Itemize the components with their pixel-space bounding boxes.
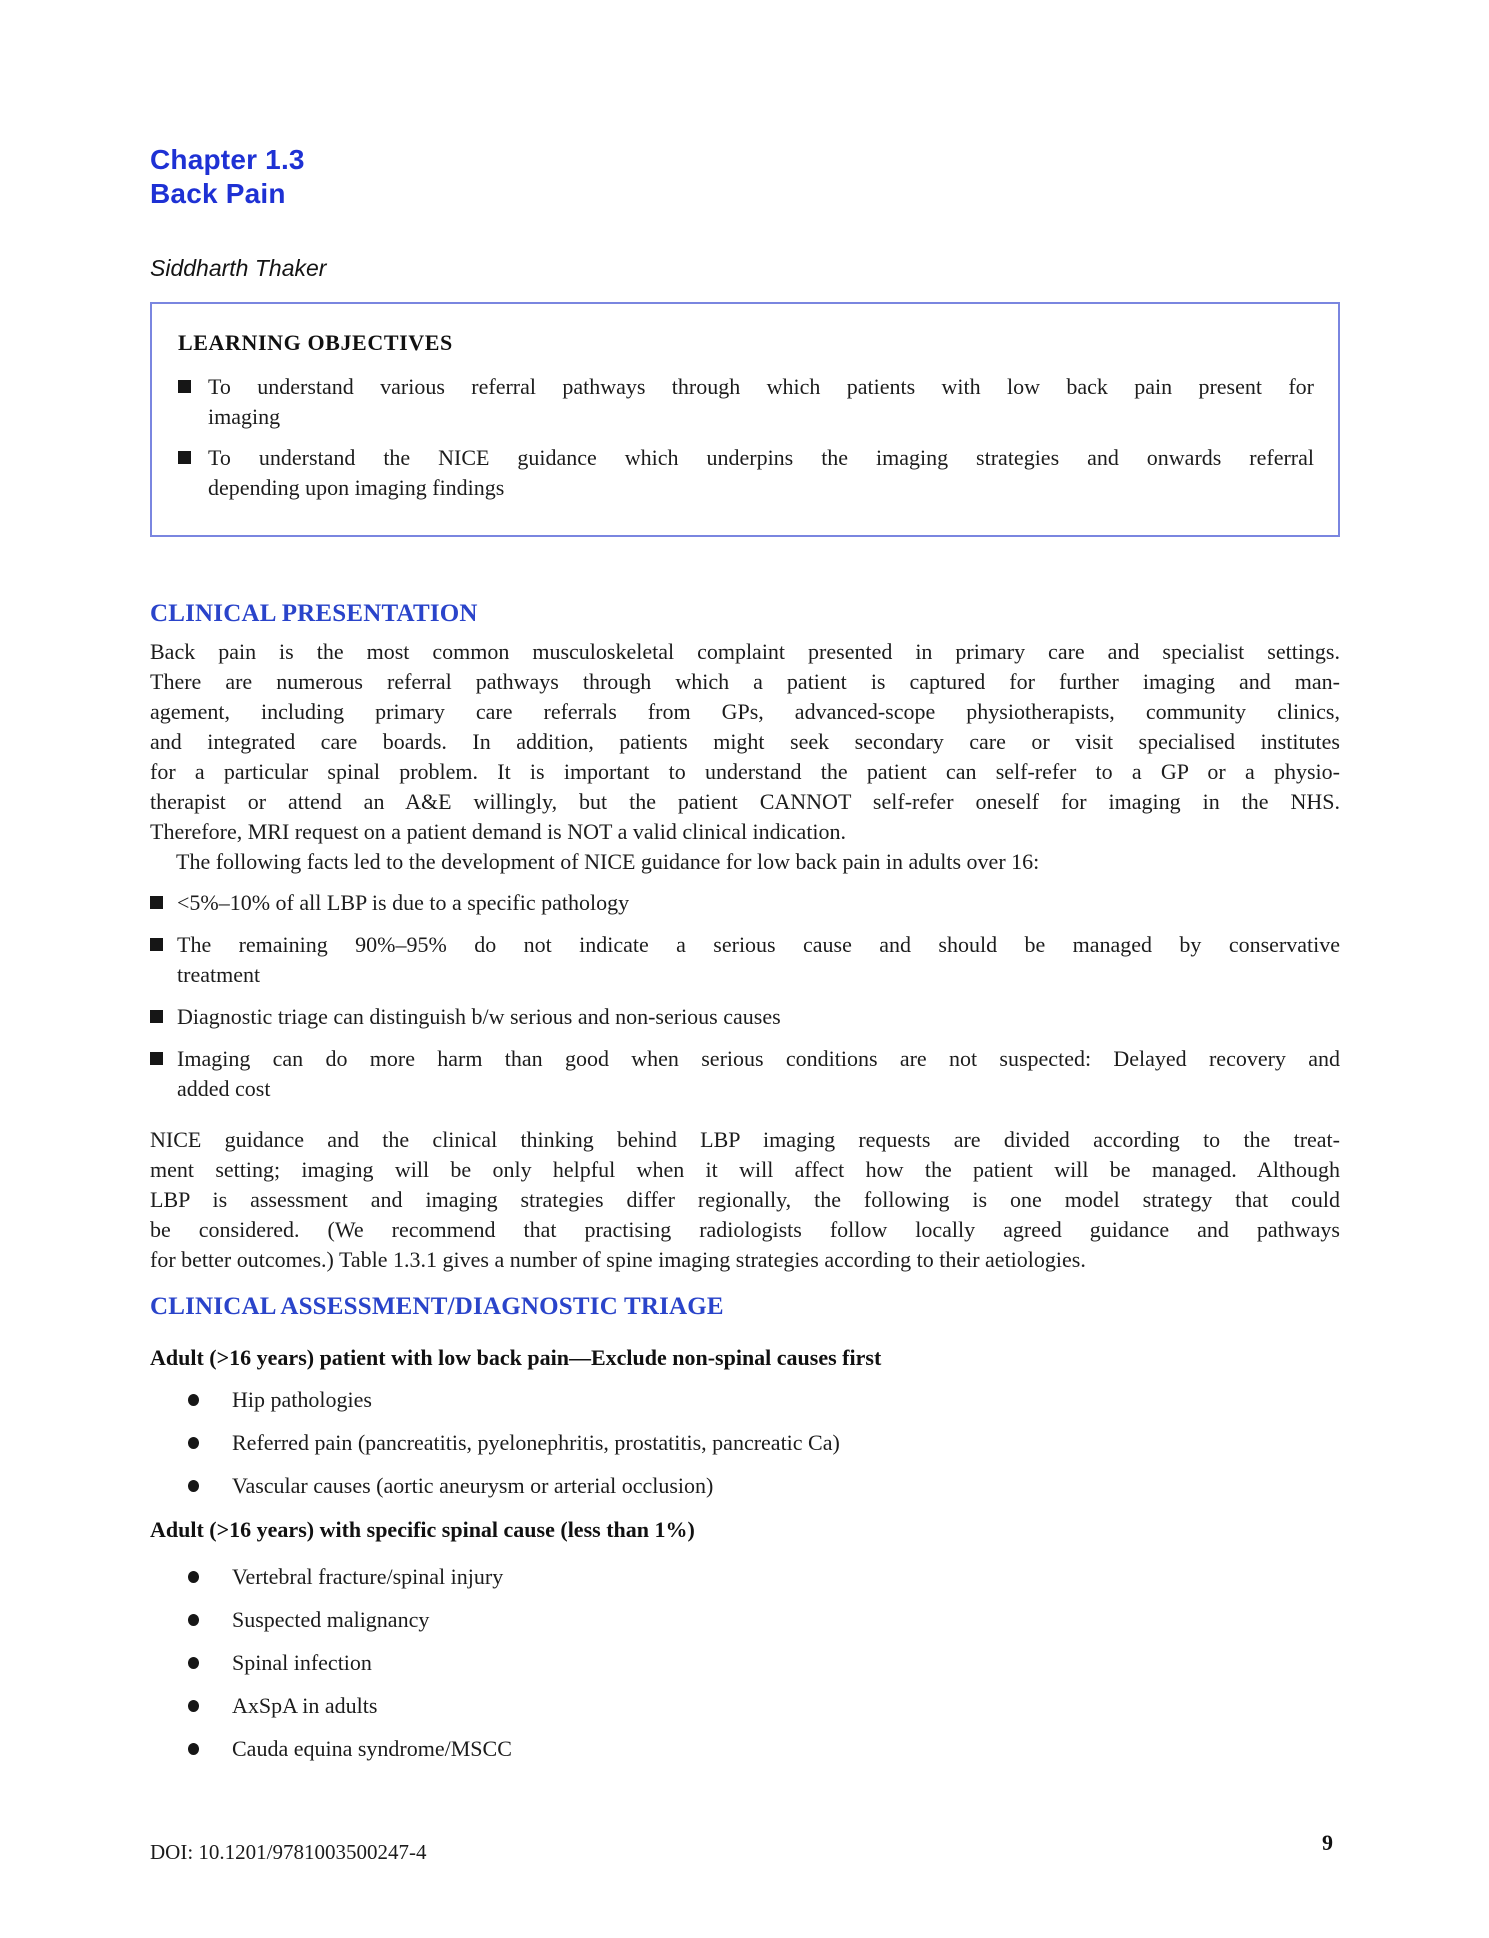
chapter-label: Chapter 1.3 bbox=[150, 144, 305, 175]
list-item bbox=[150, 1002, 1340, 1032]
list-item-text: Referred pain (pancreatitis, pyelonephritis, prostatitis, pancreatic Ca) bbox=[232, 1430, 840, 1455]
list-item bbox=[150, 930, 1340, 990]
paragraph-line: be considered. (We recommend that practising radiologists follow locally agreed guidance and pathways bbox=[150, 1217, 1340, 1242]
list-item bbox=[150, 1044, 1340, 1104]
paragraph-line: and integrated care boards. In addition, patients might seek secondary care or visit specialised institutes bbox=[150, 729, 1340, 754]
list-item-line: Imaging can do more harm than good when serious conditions are not suspected: Delayed recovery and bbox=[177, 1046, 1340, 1071]
round-bullet-icon bbox=[188, 1700, 199, 1712]
subheading-spinal-cause: Adult (>16 years) with specific spinal cause (less than 1%) bbox=[150, 1517, 695, 1542]
list-item-line: added cost bbox=[177, 1076, 271, 1101]
paragraph-line: Therefore, MRI request on a patient demand is NOT a valid clinical indication. bbox=[150, 819, 847, 844]
list-item bbox=[150, 1428, 1340, 1458]
round-bullet-icon bbox=[188, 1394, 199, 1406]
list-item bbox=[150, 888, 1340, 918]
learning-objectives-box bbox=[150, 302, 1340, 537]
square-bullet-icon bbox=[150, 1010, 163, 1023]
list-item bbox=[150, 1471, 1340, 1501]
paragraph-line: ment setting; imaging will be only helpful when it will affect how the patient will be managed. Although bbox=[150, 1157, 1340, 1182]
list-item bbox=[150, 1734, 1340, 1764]
list-item-line: Diagnostic triage can distinguish b/w serious and non-serious causes bbox=[177, 1004, 781, 1029]
paragraph bbox=[150, 637, 1340, 877]
round-bullet-icon bbox=[188, 1743, 199, 1755]
list-item bbox=[150, 1605, 1340, 1635]
paragraph-line: NICE guidance and the clinical thinking behind LBP imaging requests are divided according to the treat- bbox=[150, 1127, 1340, 1152]
paragraph-line: The following facts led to the development of NICE guidance for low back pain in adults over 16: bbox=[176, 849, 1040, 874]
paragraph-line: therapist or attend an A&E willingly, but the patient CANNOT self-refer oneself for imaging in the NHS. bbox=[150, 789, 1340, 814]
square-bullet-icon bbox=[178, 451, 191, 464]
objective-line: To understand the NICE guidance which underpins the imaging strategies and onwards referral bbox=[208, 445, 1314, 470]
square-bullet-icon bbox=[178, 380, 191, 393]
list-item bbox=[150, 1691, 1340, 1721]
list-item-text: Suspected malignancy bbox=[232, 1607, 430, 1632]
objective-item bbox=[178, 443, 1314, 503]
subheading-nonspinal: Adult (>16 years) patient with low back pain—Exclude non-spinal causes first bbox=[150, 1345, 882, 1370]
list-item bbox=[150, 1385, 1340, 1415]
objective-line: To understand various referral pathways through which patients with low back pain present for bbox=[208, 374, 1314, 399]
round-bullet-icon bbox=[188, 1437, 199, 1449]
list-item-text: Vertebral fracture/spinal injury bbox=[232, 1564, 504, 1589]
facts-bullet-list bbox=[150, 888, 1340, 1104]
paragraph-line: for better outcomes.) Table 1.3.1 gives a number of spine imaging strategies according to their aetiologies. bbox=[150, 1247, 1086, 1272]
paragraph-line: for a particular spinal problem. It is important to understand the patient can self-refer to a GP or a physio- bbox=[150, 759, 1340, 784]
list-item-text: Vascular causes (aortic aneurysm or arterial occlusion) bbox=[232, 1473, 714, 1498]
paragraph-line: Back pain is the most common musculoskeletal complaint presented in primary care and specialist settings. bbox=[150, 639, 1340, 664]
objective-line: depending upon imaging findings bbox=[208, 475, 505, 500]
list-item-text: AxSpA in adults bbox=[232, 1693, 378, 1718]
author-name: Siddharth Thaker bbox=[150, 255, 327, 281]
square-bullet-icon bbox=[150, 1052, 163, 1065]
section-heading-clinical-presentation: CLINICAL PRESENTATION bbox=[150, 600, 478, 627]
objective-item bbox=[178, 372, 1314, 432]
list-item bbox=[150, 1562, 1340, 1592]
square-bullet-icon bbox=[150, 938, 163, 951]
objective-line: imaging bbox=[208, 404, 281, 429]
square-bullet-icon bbox=[150, 896, 163, 909]
paragraph-line: LBP is assessment and imaging strategies differ regionally, the following is one model strategy that could bbox=[150, 1187, 1340, 1212]
round-bullet-icon bbox=[188, 1571, 199, 1583]
objective-text bbox=[208, 372, 1314, 432]
paragraph bbox=[150, 1125, 1340, 1275]
list-item-line: The remaining 90%–95% do not indicate a serious cause and should be managed by conservative bbox=[177, 932, 1340, 957]
nonspinal-causes-list bbox=[150, 1385, 1340, 1501]
spinal-causes-list bbox=[150, 1562, 1340, 1764]
section-heading-clinical-assessment: CLINICAL ASSESSMENT/DIAGNOSTIC TRIAGE bbox=[150, 1293, 724, 1320]
list-item-text: Hip pathologies bbox=[232, 1387, 372, 1412]
round-bullet-icon bbox=[188, 1480, 199, 1492]
list-item-text: Spinal infection bbox=[232, 1650, 372, 1675]
list-item-line: treatment bbox=[177, 962, 261, 987]
page-number: 9 bbox=[1322, 1830, 1333, 1855]
paragraph-line: There are numerous referral pathways through which a patient is captured for further imaging and man- bbox=[150, 669, 1340, 694]
list-item bbox=[150, 1648, 1340, 1678]
chapter-title: Back Pain bbox=[150, 178, 286, 209]
round-bullet-icon bbox=[188, 1614, 199, 1626]
list-item-line: <5%–10% of all LBP is due to a specific pathology bbox=[177, 890, 630, 915]
paragraph-line: agement, including primary care referrals from GPs, advanced-scope physiotherapists, community clinics, bbox=[150, 699, 1340, 724]
objective-text bbox=[208, 443, 1314, 503]
round-bullet-icon bbox=[188, 1657, 199, 1669]
list-item-text: Cauda equina syndrome/MSCC bbox=[232, 1736, 512, 1761]
chapter-heading bbox=[150, 143, 1340, 211]
doi-text: DOI: 10.1201/9781003500247-4 bbox=[150, 1840, 427, 1864]
learning-objectives-title: LEARNING OBJECTIVES bbox=[178, 330, 453, 355]
